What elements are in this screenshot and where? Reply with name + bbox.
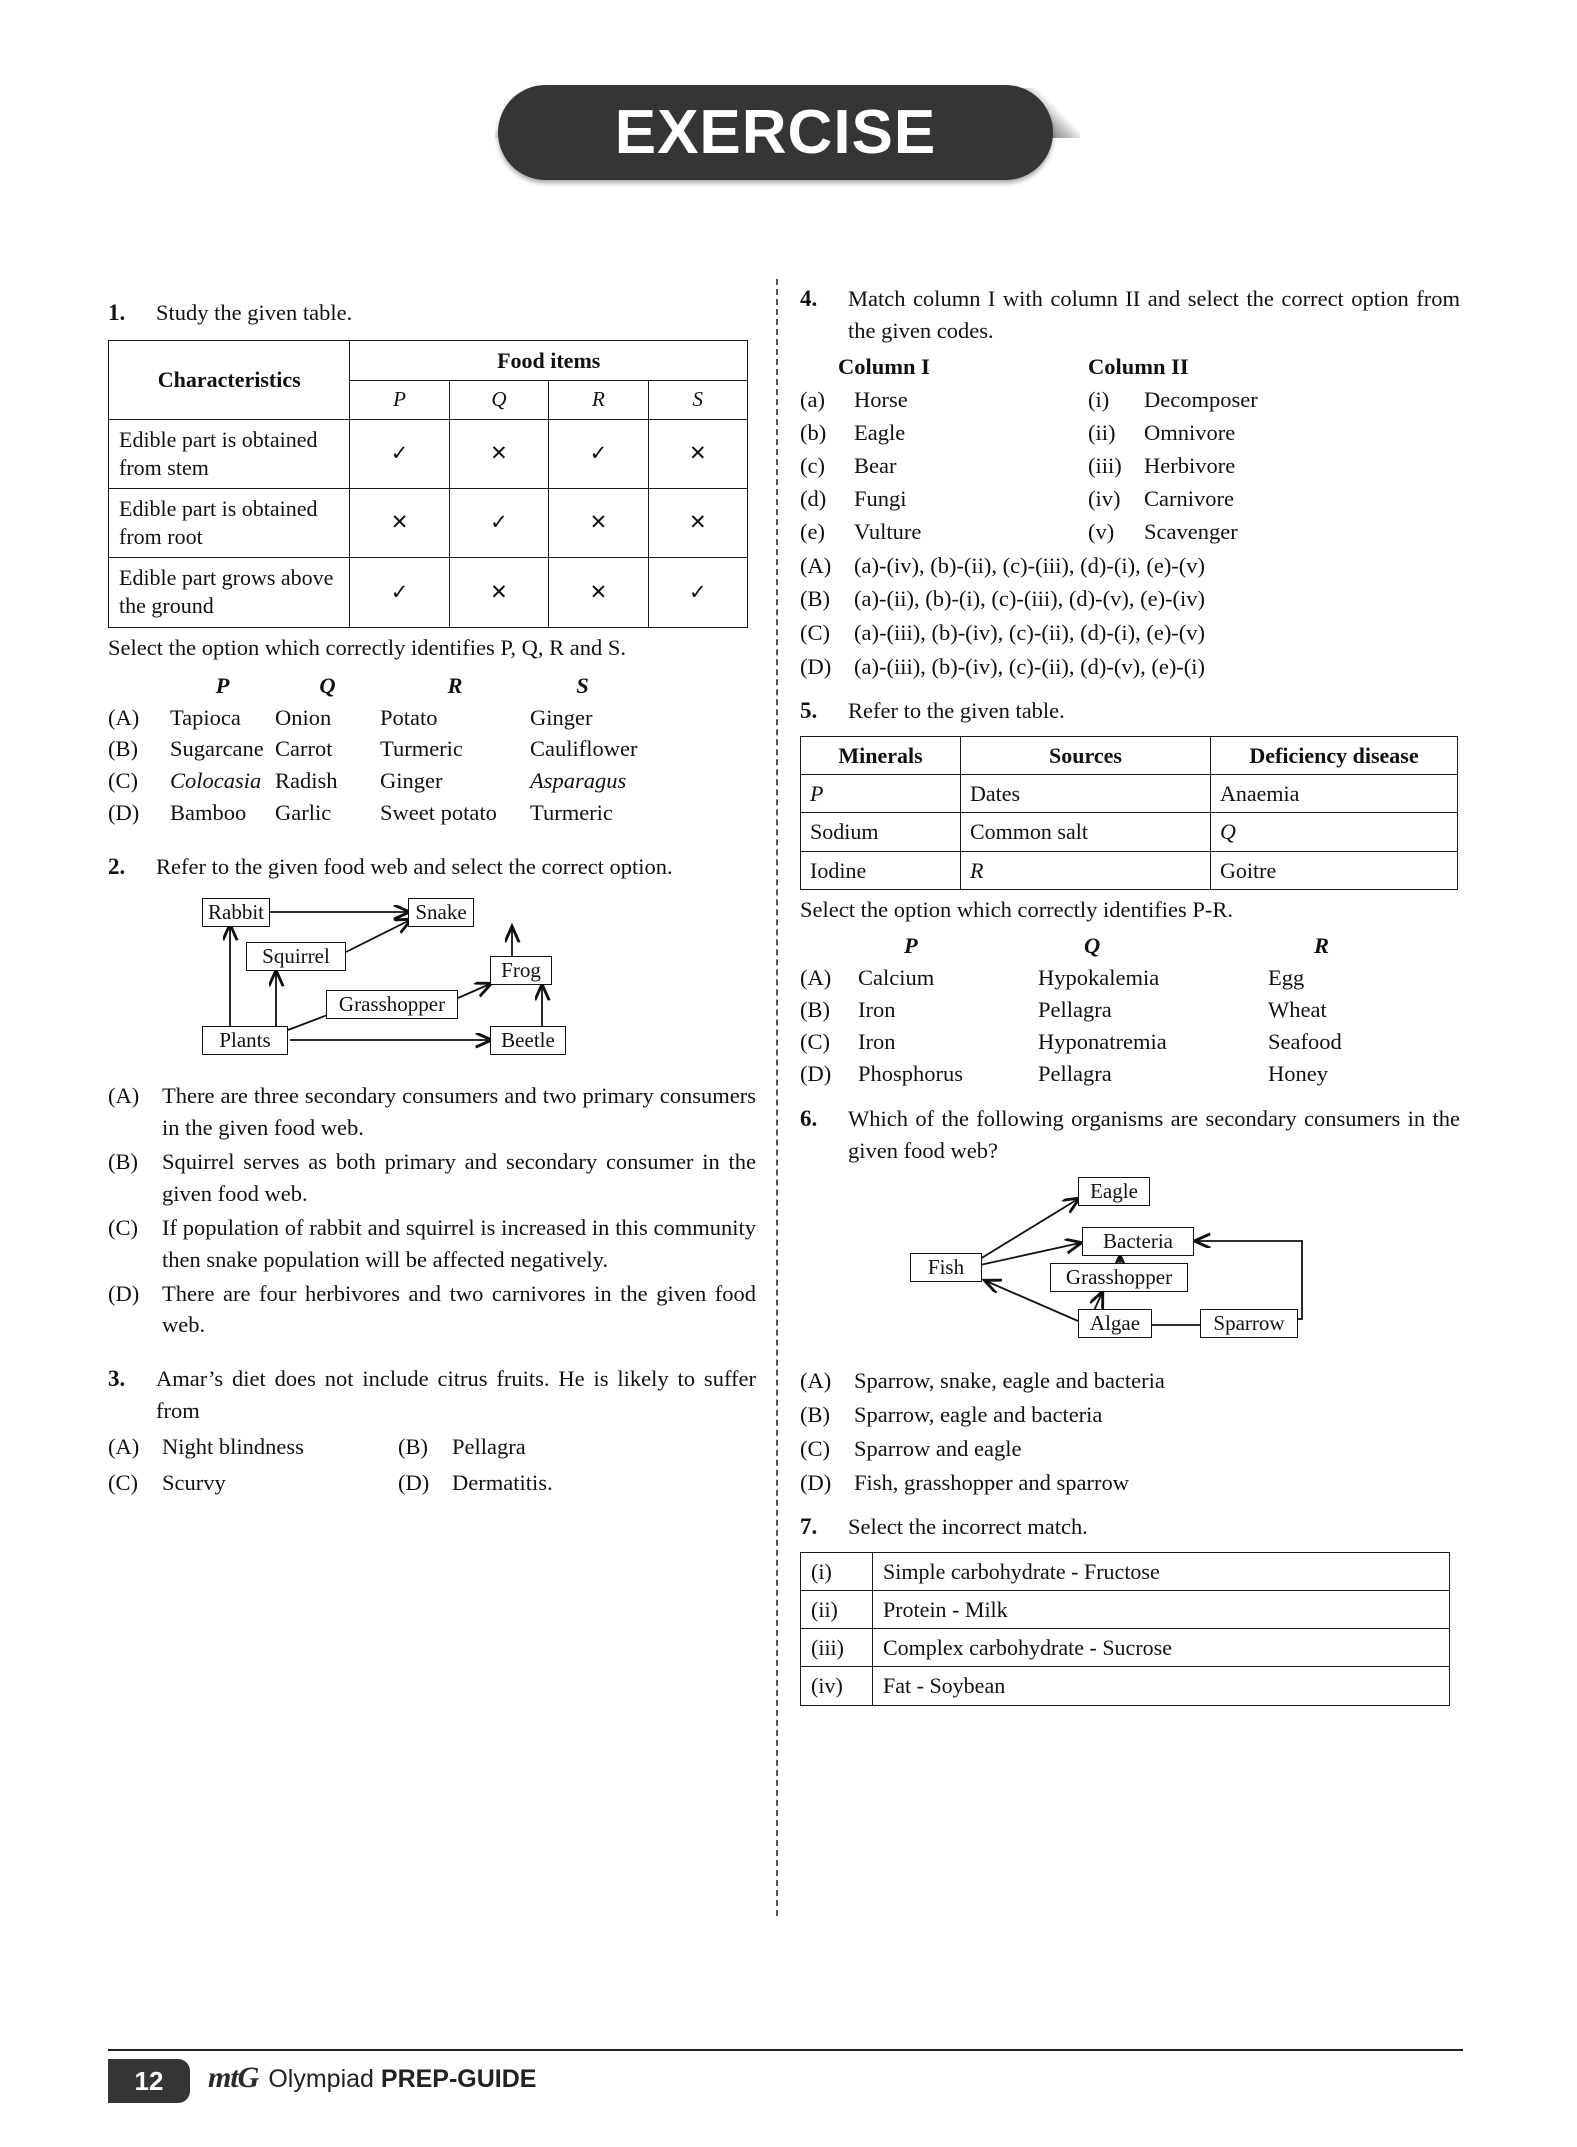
q4-option-c[interactable] [800,617,1460,649]
question-1-stem: Study the given table. [156,300,353,325]
right-column [800,283,1460,1706]
list-item [800,450,1460,482]
q5-header-sources: Sources [961,736,1211,774]
q2-option-b-text: Squirrel serves as both primary and secondary consumer in the given food web. [162,1148,756,1206]
q4-pair-0-val2: Decomposer [1144,386,1258,412]
q1-option-b-q: Carrot [275,736,333,762]
q4-pair-2-val2: Herbivore [1144,452,1236,478]
q1-option-b-p: Sugarcane [170,736,264,762]
q3-option-d-label: (D) [398,1470,430,1496]
q2-node-plants: Plants [202,1026,288,1055]
q5-row-1-disease: Q [1211,813,1458,851]
q5-option-d-label: (D) [800,1060,832,1086]
q5-row-1-mineral: Sodium [801,813,961,851]
q6-option-c-label: (C) [800,1436,830,1462]
question-5-table [800,736,1458,890]
q1-row-0-mark-Q: ✕ [449,419,548,488]
q3-option-d-text: Dermatitis. [452,1470,553,1496]
q6-option-d-text: Fish, grasshopper and sparrow [854,1470,1129,1496]
table-header-row [801,736,1458,774]
q4-column-headers [800,351,1460,383]
q5-option-c-r: Seafood [1268,1028,1342,1054]
list-item [800,417,1460,449]
q4-pair-0-key: (a) [800,386,825,412]
page-number-badge [108,2059,190,2103]
q1-row-0-mark-S: ✕ [648,419,747,488]
q5-option-a-p: Calcium [858,964,935,990]
q7-row-2-key: (iii) [801,1629,873,1667]
q1-header-R: R [447,672,463,698]
q4-option-d-text: (a)-(iii), (b)-(iv), (c)-(ii), (d)-(v), (e)-(i) [854,654,1206,680]
question-2-stem: Refer to the given food web and select the correct option. [156,854,673,880]
question-4-options [800,550,1460,684]
exercise-banner [498,85,1053,180]
q1-characteristics-header: Characteristics [109,340,350,419]
question-5-instruction: Select the option which correctly identifies P-R. [800,896,1234,922]
q7-row-1-key: (ii) [801,1590,873,1628]
question-3-number: 3. [108,1366,126,1392]
q5-option-a[interactable] [800,962,1460,994]
question-3-options [108,1431,756,1499]
footer-brand-normal: Olympiad [268,2065,381,2093]
column-divider [776,279,778,1916]
q1-option-a-s: Ginger [530,704,593,730]
table-row [801,775,1458,813]
mtg-logo: mtG [208,2061,259,2094]
q1-row-2-label: Edible part grows above the ground [109,558,350,627]
q5-option-b-q: Pellagra [1038,996,1112,1022]
q2-option-c-label: (C) [108,1214,138,1240]
table-row [801,1552,1450,1590]
q1-header-S: S [576,672,589,698]
q2-option-c-text: If population of rabbit and squirrel is increased in this community then snake population will be affected negatively. [162,1214,756,1272]
question-7-stem: Select the incorrect match. [848,1514,1088,1540]
q2-node-squirrel: Squirrel [246,942,346,971]
q2-node-rabbit: Rabbit [202,898,270,927]
q1-option-a[interactable] [108,702,756,734]
list-item [800,516,1460,548]
q2-node-beetle: Beetle [490,1026,566,1055]
q5-row-2-mineral: Iodine [801,851,961,889]
q1-row-1-label: Edible part is obtained from root [109,489,350,558]
q6-option-a[interactable] [800,1365,1460,1397]
q6-node-algae: Algae [1078,1309,1152,1338]
q3-option-c[interactable] [108,1467,398,1499]
q2-node-grasshopper: Grasshopper [326,990,458,1019]
q1-row-0-mark-P: ✓ [350,419,449,488]
q2-option-b[interactable] [108,1146,756,1210]
q1-option-a-label: (A) [108,704,140,730]
q1-option-b-r: Turmeric [380,736,463,762]
q5-option-a-label: (A) [800,964,832,990]
q1-option-a-p: Tapioca [170,704,241,730]
q4-pair-1-val: Eagle [854,419,906,445]
q5-option-b-p: Iron [858,996,896,1022]
table-row [801,1667,1450,1705]
q6-option-b-text: Sparrow, eagle and bacteria [854,1402,1103,1428]
q5-option-d-r: Honey [1268,1060,1328,1086]
list-item [800,483,1460,515]
q2-option-d-text: There are four herbivores and two carnivores in the given food web. [162,1280,756,1338]
q4-option-a-label: (A) [800,552,832,578]
q4-option-a[interactable] [800,550,1460,582]
q4-option-c-text: (a)-(iii), (b)-(iv), (c)-(ii), (d)-(i), (e)-(v) [854,620,1206,646]
question-3-stem: Amar’s diet does not include citrus fruits. He is likely to suffer from [156,1366,756,1424]
q5-row-0-mineral: P [801,775,961,813]
q4-pair-4-val: Vulture [854,518,922,544]
q2-node-snake: Snake [408,898,474,927]
q1-option-headers [108,670,756,702]
table-row [109,558,748,627]
question-7-number: 7. [800,1514,818,1540]
q3-option-row-2 [108,1467,756,1499]
question-2-options [108,1080,756,1342]
q4-option-b[interactable] [800,583,1460,615]
q5-option-d[interactable] [800,1058,1460,1090]
list-item [800,384,1460,416]
q4-pair-1-val2: Omnivore [1144,419,1236,445]
footer-brand-bold: PREP-GUIDE [380,2065,537,2093]
q5-option-d-p: Phosphorus [858,1060,964,1086]
q4-column-2-header: Column II [1088,353,1189,379]
q6-option-c-text: Sparrow and eagle [854,1436,1022,1462]
q4-pair-3-val: Fungi [854,485,907,511]
q3-option-d[interactable] [398,1467,698,1499]
q1-option-d-q: Garlic [275,800,332,826]
q5-option-a-r: Egg [1268,964,1305,990]
q5-row-0-disease: Anaemia [1211,775,1458,813]
q2-option-d-label: (D) [108,1280,140,1306]
question-1-options [108,670,756,830]
q5-option-headers [800,930,1460,962]
q1-option-c-s: Asparagus [530,768,627,794]
q5-header-P: P [904,932,918,958]
q6-option-b[interactable] [800,1399,1460,1431]
table-row [109,489,748,558]
q5-option-c[interactable] [800,1026,1460,1058]
q6-node-eagle: Eagle [1078,1177,1150,1206]
left-column [108,283,756,1499]
question-1-table [108,340,748,628]
q4-option-d-label: (D) [800,654,832,680]
q4-pair-4-val2: Scavenger [1144,518,1238,544]
q1-col-S: S [648,380,747,419]
question-5-options [800,930,1460,1090]
q5-option-b-label: (B) [800,996,830,1022]
question-5-number: 5. [800,698,818,724]
q1-option-a-q: Onion [275,704,332,730]
q6-option-c[interactable] [800,1433,1460,1465]
q6-option-d-label: (D) [800,1470,832,1496]
q5-option-c-label: (C) [800,1028,830,1054]
q4-pair-3-key: (d) [800,485,827,511]
q6-option-b-label: (B) [800,1402,830,1428]
question-3 [108,1363,756,1427]
q5-header-R: R [1314,932,1330,958]
q1-option-d-r: Sweet potato [380,800,497,826]
q1-option-c[interactable] [108,765,756,797]
q4-option-b-label: (B) [800,586,830,612]
footer-brand [208,2061,536,2095]
page-content [0,283,1577,1943]
q1-row-1-mark-P: ✕ [350,489,449,558]
q6-option-a-label: (A) [800,1368,832,1394]
q1-row-2-mark-R: ✕ [549,558,648,627]
q1-option-a-r: Potato [380,704,438,730]
question-4-number: 4. [800,286,818,311]
q7-row-3-value: Fat - Soybean [873,1667,1450,1705]
q5-row-0-source: Dates [961,775,1211,813]
question-5 [800,695,1460,728]
q1-food-items-header: Food items [350,340,748,380]
q2-node-frog: Frog [490,956,552,985]
question-2-food-web [108,894,756,1064]
q1-row-2-mark-Q: ✕ [449,558,548,627]
q5-header-Q: Q [1084,932,1101,958]
q1-option-b-s: Cauliflower [530,736,638,762]
q3-option-c-label: (C) [108,1470,138,1496]
q3-option-b-label: (B) [398,1434,428,1460]
q1-option-c-label: (C) [108,768,138,794]
q5-option-c-p: Iron [858,1028,896,1054]
question-6 [800,1103,1460,1167]
q5-option-d-q: Pellagra [1038,1060,1112,1086]
question-6-number: 6. [800,1106,818,1132]
q4-pair-2-key: (c) [800,452,825,478]
question-6-options [800,1365,1460,1499]
q1-row-0-mark-R: ✓ [549,419,648,488]
q5-option-b-r: Wheat [1268,996,1327,1022]
q4-pair-2-key2: (iii) [1088,452,1122,478]
q3-option-b[interactable] [398,1431,698,1463]
question-4 [800,283,1460,347]
q1-option-b-label: (B) [108,736,138,762]
q4-pair-0-key2: (i) [1088,386,1110,412]
table-row [801,813,1458,851]
page-footer [0,2037,1577,2147]
q6-node-grasshopper: Grasshopper [1050,1263,1188,1292]
q7-row-2-value: Complex carbohydrate - Sucrose [873,1629,1450,1667]
q4-pair-0-val: Horse [854,386,908,412]
question-5-stem: Refer to the given table. [848,698,1065,724]
q6-option-d[interactable] [800,1467,1460,1499]
table-row [109,419,748,488]
q5-header-minerals: Minerals [801,736,961,774]
question-6-stem: Which of the following organisms are secondary consumers in the given food web? [848,1106,1460,1164]
question-6-food-web [800,1173,1460,1363]
q4-option-d[interactable] [800,651,1460,683]
q5-row-2-disease: Goitre [1211,851,1458,889]
q3-option-b-text: Pellagra [452,1434,526,1460]
page-number: 12 [134,2065,164,2096]
q2-option-b-label: (B) [108,1148,138,1174]
table-row [801,1590,1450,1628]
q1-row-0-label: Edible part is obtained from stem [109,419,350,488]
q1-row-2-mark-S: ✓ [648,558,747,627]
question-4-stem: Match column I with column II and select the correct option from the given codes. [848,286,1460,343]
q5-option-a-q: Hypokalemia [1038,964,1160,990]
question-7 [800,1511,1460,1544]
page-header [0,0,1577,190]
table-row [801,1629,1450,1667]
q4-pair-4-key: (e) [800,518,825,544]
q1-option-d-p: Bamboo [170,800,247,826]
q2-option-c[interactable] [108,1212,756,1276]
q1-header-P: P [215,672,230,698]
q4-pair-1-key: (b) [800,419,827,445]
q3-option-a-text: Night blindness [162,1434,304,1460]
q1-row-2-mark-P: ✓ [350,558,449,627]
q2-option-a-text: There are three secondary consumers and two primary consumers in the given food web. [162,1082,756,1140]
q3-option-a-label: (A) [108,1434,140,1460]
q1-col-Q: Q [449,380,548,419]
q6-node-sparrow: Sparrow [1200,1309,1298,1338]
q4-pair-2-val: Bear [854,452,897,478]
q1-option-d[interactable] [108,797,756,829]
q7-row-1-value: Protein - Milk [873,1590,1450,1628]
table-row [801,851,1458,889]
footer-brand-text [268,2065,536,2094]
q1-option-c-p: Colocasia [170,768,262,794]
footer-divider [108,2049,1463,2051]
q4-option-c-label: (C) [800,620,830,646]
q5-row-1-source: Common salt [961,813,1211,851]
q1-col-P: P [350,380,449,419]
q2-option-a[interactable] [108,1080,756,1144]
q1-col-R: R [549,380,648,419]
question-1 [108,297,756,330]
q2-option-a-label: (A) [108,1082,140,1108]
q1-option-d-s: Turmeric [530,800,613,826]
q5-option-c-q: Hyponatremia [1038,1028,1167,1054]
q4-option-a-text: (a)-(iv), (b)-(ii), (c)-(iii), (d)-(i), (e)-(v) [854,552,1206,578]
q4-pair-4-key2: (v) [1088,518,1115,544]
question-7-table [800,1552,1450,1706]
q4-option-b-text: (a)-(ii), (b)-(i), (c)-(iii), (d)-(v), (e)-(iv) [854,586,1206,612]
page-title: EXERCISE [614,98,937,167]
q4-pair-1-key2: (ii) [1088,419,1116,445]
q1-option-d-label: (D) [108,800,140,826]
question-1-number: 1. [108,300,126,325]
q7-row-0-key: (i) [801,1552,873,1590]
q4-column-1-header: Column I [838,353,930,379]
q4-pairs [800,384,1460,548]
q5-row-2-source: R [961,851,1211,889]
q4-pair-3-key2: (iv) [1088,485,1121,511]
q1-header-Q: Q [319,672,336,698]
q4-pair-3-val2: Carnivore [1144,485,1234,511]
q1-row-1-mark-R: ✕ [549,489,648,558]
question-1-instruction: Select the option which correctly identifies P, Q, R and S. [108,634,627,660]
q1-option-c-q: Radish [275,768,338,794]
q6-option-a-text: Sparrow, snake, eagle and bacteria [854,1368,1165,1394]
q2-option-d[interactable] [108,1278,756,1342]
question-2 [108,851,756,884]
q5-header-deficiency: Deficiency disease [1211,736,1458,774]
q3-option-row-1 [108,1431,756,1463]
q1-option-c-r: Ginger [380,768,443,794]
question-2-number: 2. [108,854,126,880]
q1-option-b[interactable] [108,733,756,765]
q6-node-fish: Fish [910,1253,982,1282]
q1-row-1-mark-Q: ✓ [449,489,548,558]
q5-option-b[interactable] [800,994,1460,1026]
q1-row-1-mark-S: ✕ [648,489,747,558]
q7-row-3-key: (iv) [801,1667,873,1705]
q6-node-bacteria: Bacteria [1082,1227,1194,1256]
q3-option-a[interactable] [108,1431,398,1463]
q3-option-c-text: Scurvy [162,1470,226,1496]
q7-row-0-value: Simple carbohydrate - Fructose [873,1552,1450,1590]
